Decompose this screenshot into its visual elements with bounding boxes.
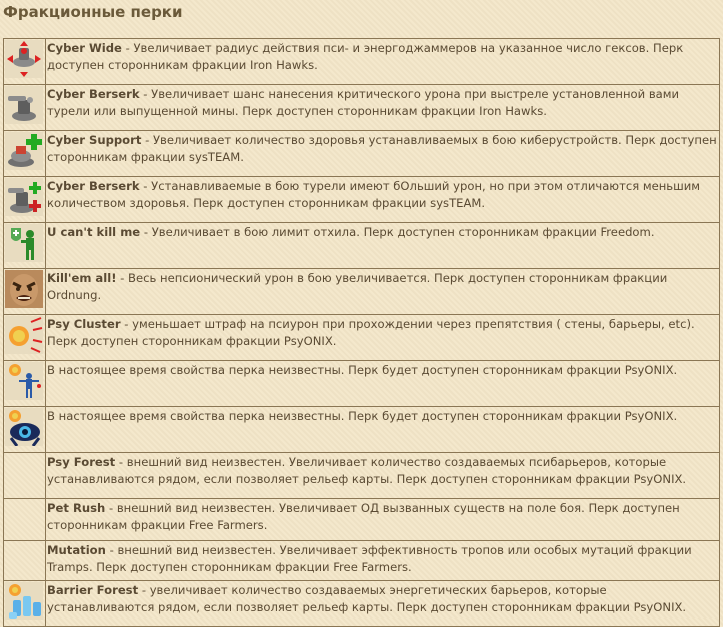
page-title: Фракционные перки (3, 3, 183, 21)
perk-description: - Увеличивает радиус действия пси- и энергоджаммеров на указанное число гексов. Перк доступен сторонникам фракции Iron Hawks. (47, 41, 684, 72)
perk-name: Cyber Berserk (47, 87, 140, 101)
barrier-forest-icon (5, 582, 43, 620)
psy-eye-icon (5, 408, 43, 446)
perk-description: - Увеличивает количество здоровья устанавливаемых в бою киберустройств. Перк доступен сторонникам фракции sysTEAM. (47, 133, 717, 164)
table-row (4, 177, 720, 223)
table-row (4, 499, 720, 541)
table-row (4, 39, 720, 85)
perk-name: Barrier Forest (47, 583, 139, 597)
perk-description: - Увеличивает в бою лимит отхила. Перк доступен сторонникам фракции Freedom. (140, 225, 655, 239)
psy-figure-icon (5, 362, 43, 400)
perk-name: Pet Rush (47, 501, 106, 515)
table-row (4, 269, 720, 315)
perk-description: В настоящее время свойства перка неизвестны. Перк будет доступен сторонникам фракции PsyONIX. (47, 409, 678, 423)
empty-icon-cell (4, 453, 46, 499)
table-row (4, 315, 720, 361)
cyber-berserk-turret-icon (5, 86, 43, 124)
perk-name: Psy Forest (47, 455, 116, 469)
perk-name: Cyber Support (47, 133, 142, 147)
table-row (4, 453, 720, 499)
perks-table (3, 38, 720, 627)
table-row (4, 541, 720, 581)
perk-description: - Увеличивает шанс нанесения критического урона при выстреле установленной вами турели или выпущенной мины. Перк доступен сторонникам фракции Iron Hawks. (47, 87, 680, 118)
table-row (4, 223, 720, 269)
cyber-support-icon (5, 132, 43, 170)
table-row (4, 581, 720, 627)
perk-description: - внешний вид неизвестен. Увеличивает ОД вызванных существ на поле боя. Перк доступен сторонникам фракции Free Farmers. (47, 501, 680, 532)
perk-description: - уменьшает штраф на псиурон при прохождении через препятствия ( стены, барьеры, etc). Перк доступен сторонникам фракции PsyONIX. (47, 317, 695, 348)
table-row (4, 407, 720, 453)
perk-description: - внешний вид неизвестен. Увеличивает эффективность тропов или особых мутаций фракции Tramps. Перк доступен сторонникам фракции Free Farmers. (47, 543, 692, 574)
perk-name: Mutation (47, 543, 106, 557)
perk-name: Kill'em all! (47, 271, 117, 285)
perk-name: U can't kill me (47, 225, 141, 239)
perk-name: Cyber Wide (47, 41, 122, 55)
angry-face-icon (5, 270, 43, 308)
psy-cluster-icon (5, 316, 43, 354)
perk-description: - внешний вид неизвестен. Увеличивает количество создаваемых псибарьеров, которые устанавливаются рядом, если позволяет рельеф карты. Перк доступен сторонникам фракции PsyONIX. (47, 455, 687, 486)
table-row (4, 131, 720, 177)
cyber-berserk-systeam-icon (5, 178, 43, 216)
table-row (4, 361, 720, 407)
empty-icon-cell (4, 541, 46, 581)
perk-description: - Весь непсионический урон в бою увеличивается. Перк доступен сторонникам фракции Ordnung. (47, 271, 668, 302)
table-row (4, 85, 720, 131)
heal-figure-icon (5, 224, 43, 262)
perk-name: Cyber Berserk (47, 179, 140, 193)
empty-icon-cell (4, 499, 46, 541)
perk-description: - Устанавливаемые в бою турели имеют бОльший урон, но при этом отличаются меньшим количеством здоровья. Перк доступен сторонникам фракции sysTEAM. (47, 179, 701, 210)
perk-description: В настоящее время свойства перка неизвестны. Перк будет доступен сторонникам фракции PsyONIX. (47, 363, 678, 377)
perk-name: Psy Cluster (47, 317, 121, 331)
perk-description: - увеличивает количество создаваемых энергетических барьеров, которые устанавливаются рядом, если позволяет рельеф карты. Перк доступен сторонникам фракции PsyONIX. (47, 583, 687, 614)
cyber-wide-icon (5, 40, 43, 78)
